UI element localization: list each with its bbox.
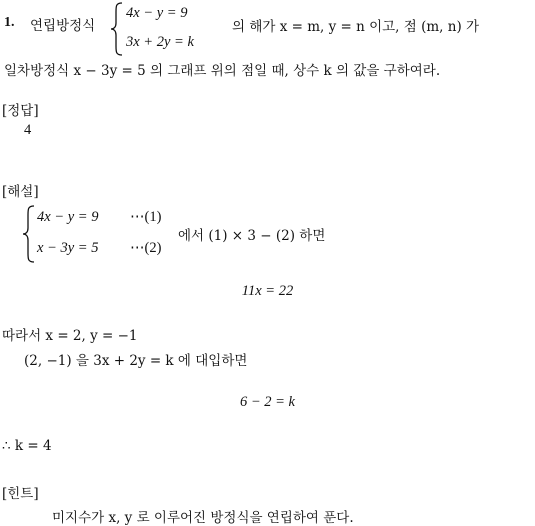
solution-system-tag-2: ⋯(2) xyxy=(130,240,162,256)
problem-line-2: 일차방정식 x − 3y = 5 의 그래프 위의 점일 때, 상수 k 의 값을 구하여라. xyxy=(4,63,441,79)
solution-therefore-line: 따라서 x = 2, y = −1 xyxy=(2,328,138,344)
solution-substitute-line: (2, −1) 을 3x + 2y = k 에 대입하면 xyxy=(24,353,248,369)
answer-value: 4 xyxy=(24,122,32,138)
system-brace-icon xyxy=(110,2,124,56)
system-equation-1: 4x − y = 9 xyxy=(126,5,188,21)
system-equation-2: 3x + 2y = k xyxy=(126,34,194,50)
hint-label: [힌트] xyxy=(2,486,39,502)
answer-label: [정답] xyxy=(2,103,39,119)
problem-number: 1. xyxy=(4,15,15,30)
solution-conclusion: ∴ k = 4 xyxy=(2,438,52,454)
solution-centered-equation-2: 6 − 2 = k xyxy=(239,394,295,410)
solution-centered-equation-1: 11x = 22 xyxy=(241,283,294,299)
solution-system-tag-1: ⋯(1) xyxy=(130,209,162,225)
solution-system-eq-1: 4x − y = 9 xyxy=(37,209,99,225)
hint-text: 미지수가 x, y 로 이루어진 방정식을 연립하여 푼다. xyxy=(52,510,354,526)
solution-brace-icon xyxy=(22,205,36,263)
solution-system-after-text: 에서 (1) × 3 − (2) 하면 xyxy=(178,228,326,244)
problem-lead-text: 연립방정식 xyxy=(30,18,96,34)
solution-system-eq-2: x − 3y = 5 xyxy=(37,240,99,256)
solution-label: [해설] xyxy=(2,184,39,200)
problem-tail-line: 의 해가 x = m, y = n 이고, 점 (m, n) 가 xyxy=(232,19,480,35)
